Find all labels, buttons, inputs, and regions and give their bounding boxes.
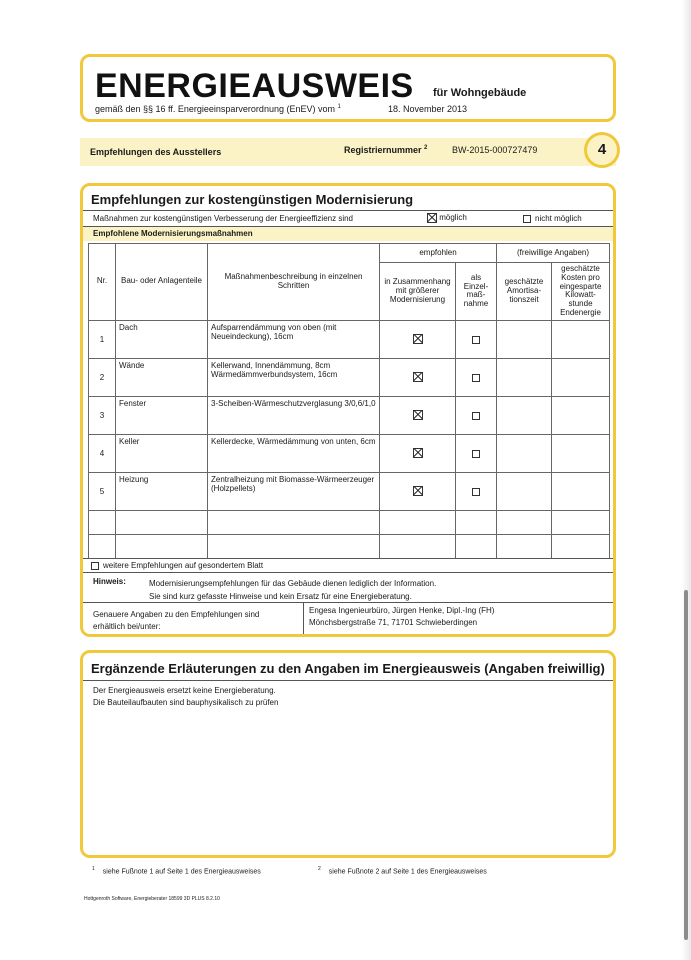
- notes-line-2: Die Bauteilaufbauten sind bauphysikalisch zu prüfen: [93, 698, 279, 707]
- payback-cell: [497, 358, 552, 396]
- row-nr: 5: [89, 472, 116, 510]
- legal-basis-text: gemäß den §§ 16 ff. Energieeinsparverordnung (EnEV) vom: [95, 104, 335, 114]
- contact-label-line-1: Genauere Angaben zu den Empfehlungen sind: [93, 610, 260, 619]
- row-component: Heizung: [116, 472, 208, 510]
- row-nr: 1: [89, 320, 116, 358]
- checkbox-icon[interactable]: [523, 215, 531, 223]
- checkbox-icon[interactable]: [472, 374, 480, 382]
- col-cost: geschätzte Kosten pro eingesparte Kilowatt-stunde Endenergie: [552, 263, 610, 321]
- table-row: [89, 396, 610, 434]
- single-cell: [456, 434, 497, 472]
- footnote-1: [92, 866, 261, 875]
- checked-box-icon[interactable]: [427, 213, 437, 223]
- footnote-2: [318, 866, 487, 875]
- option-possible[interactable]: [427, 213, 467, 223]
- checked-box-icon[interactable]: [413, 410, 423, 420]
- registration-label-text: Registriernummer: [344, 145, 422, 155]
- checkbox-icon[interactable]: [472, 336, 480, 344]
- hint-text: [149, 577, 436, 603]
- registration-footnote-marker: 2: [424, 145, 428, 151]
- row-component: Fenster: [116, 396, 208, 434]
- col-recommended: empfohlen: [380, 244, 497, 263]
- recommendations-title: Empfehlungen zur kostengünstigen Modernisierung: [91, 192, 414, 207]
- divider: [303, 602, 304, 634]
- more-sheet-option[interactable]: [91, 561, 263, 570]
- in-context-cell: [380, 472, 456, 510]
- single-cell: [456, 320, 497, 358]
- hint-label: Hinweis:: [93, 577, 126, 586]
- footnote-2-marker: 2: [318, 866, 321, 872]
- cost-cell: [552, 396, 610, 434]
- checkbox-icon[interactable]: [472, 488, 480, 496]
- divider: [83, 226, 613, 227]
- option-possible-label: möglich: [439, 213, 467, 223]
- empty-row: [89, 510, 610, 534]
- recommendations-section: [80, 183, 616, 637]
- row-description: Kellerwand, Innendämmung, 8cm Wärmedämmverbundsystem, 16cm: [208, 358, 380, 396]
- row-description: Zentralheizung mit Biomasse-Wärmeerzeuger (Holzpellets): [208, 472, 380, 510]
- payback-cell: [497, 320, 552, 358]
- checked-box-icon[interactable]: [413, 448, 423, 458]
- col-single: als Einzel-maß-nahme: [456, 263, 497, 321]
- registration-number: BW-2015-000727479: [452, 145, 538, 155]
- table-row: [89, 358, 610, 396]
- payback-cell: [497, 434, 552, 472]
- single-cell: [456, 396, 497, 434]
- col-description: Maßnahmenbeschreibung in einzelnen Schritten: [208, 244, 380, 321]
- legal-basis: [95, 104, 341, 114]
- row-nr: 2: [89, 358, 116, 396]
- table-row: [89, 320, 610, 358]
- in-context-cell: [380, 320, 456, 358]
- notes-line-1: Der Energieausweis ersetzt keine Energieberatung.: [93, 686, 276, 695]
- hint-line-1: Modernisierungsempfehlungen für das Gebäude dienen lediglich der Information.: [149, 579, 437, 588]
- notes-title: Ergänzende Erläuterungen zu den Angaben im Energieausweis (Angaben freiwillig): [91, 661, 605, 676]
- legal-date: 18. November 2013: [388, 104, 468, 114]
- legal-footnote-marker: 1: [337, 104, 341, 110]
- cost-cell: [552, 320, 610, 358]
- contact-label-line-2: erhältlich bei/unter:: [93, 622, 161, 631]
- measures-line: Maßnahmen zur kostengünstigen Verbesserung der Energieeffizienz sind: [93, 214, 354, 223]
- row-description: 3-Scheiben-Wärmeschutzverglasung 3/0,6/1,0: [208, 396, 380, 434]
- page-subtitle: für Wohngebäude: [433, 87, 527, 99]
- checked-box-icon[interactable]: [413, 334, 423, 344]
- col-in-context: in Zusammenhang mit größerer Modernisierung: [380, 263, 456, 321]
- more-sheet-label: weitere Empfehlungen auf gesondertem Blatt: [103, 561, 264, 570]
- footnote-1-marker: 1: [92, 866, 95, 872]
- divider: [83, 602, 613, 603]
- measures-table: [88, 243, 610, 559]
- issuer-band: [80, 138, 616, 166]
- checked-box-icon[interactable]: [413, 372, 423, 382]
- checkbox-icon[interactable]: [472, 412, 480, 420]
- checkbox-icon[interactable]: [91, 562, 99, 570]
- single-cell: [456, 358, 497, 396]
- row-description: Aufsparrendämmung von oben (mit Neueindeckung), 16cm: [208, 320, 380, 358]
- hint-line-2: Sie sind kurz gefasste Hinweise und kein Ersatz für eine Energieberatung.: [149, 592, 412, 601]
- contact-name: Engesa Ingenieurbüro, Jürgen Henke, Dipl.-Ing (FH): [309, 606, 495, 615]
- checkbox-icon[interactable]: [472, 450, 480, 458]
- option-not-possible-label: nicht möglich: [535, 214, 582, 223]
- contact-address: Mönchsbergstraße 71, 71701 Schwieberdingen: [309, 618, 478, 627]
- scrollbar[interactable]: [684, 590, 688, 940]
- col-nr: Nr.: [89, 244, 116, 321]
- col-payback: geschätzte Amortisa-tionszeit: [497, 263, 552, 321]
- in-context-cell: [380, 358, 456, 396]
- footnote-1-text: siehe Fußnote 1 auf Seite 1 des Energieausweises: [102, 868, 261, 876]
- registration-label: [344, 145, 427, 155]
- checked-box-icon[interactable]: [413, 486, 423, 496]
- row-nr: 3: [89, 396, 116, 434]
- col-component: Bau- oder Anlagenteile: [116, 244, 208, 321]
- cost-cell: [552, 472, 610, 510]
- divider: [83, 558, 613, 559]
- payback-cell: [497, 396, 552, 434]
- contact-label: [93, 609, 259, 633]
- band-label: Empfehlungen des Ausstellers: [90, 147, 222, 157]
- divider: [83, 210, 613, 211]
- row-component: Dach: [116, 320, 208, 358]
- row-description: Kellerdecke, Wärmedämmung von unten, 6cm: [208, 434, 380, 472]
- notes-section: [80, 650, 616, 858]
- payback-cell: [497, 472, 552, 510]
- footnote-2-text: siehe Fußnote 2 auf Seite 1 des Energieausweises: [328, 868, 487, 876]
- page-title: ENERGIEAUSWEIS: [95, 67, 414, 105]
- row-nr: 4: [89, 434, 116, 472]
- cost-cell: [552, 434, 610, 472]
- page-number-badge: 4: [584, 132, 620, 168]
- in-context-cell: [380, 434, 456, 472]
- table-row: [89, 434, 610, 472]
- option-not-possible[interactable]: [523, 214, 582, 223]
- table-row: [89, 472, 610, 510]
- software-credit: Hottgenroth Software, Energieberater 18599 3D PLUS 8.2.10: [84, 896, 220, 902]
- row-component: Wände: [116, 358, 208, 396]
- subheader: Empfohlene Modernisierungsmaßnahmen: [93, 229, 253, 238]
- single-cell: [456, 472, 497, 510]
- contact-info: [309, 605, 494, 629]
- divider: [83, 572, 613, 573]
- cost-cell: [552, 358, 610, 396]
- row-component: Keller: [116, 434, 208, 472]
- divider: [83, 680, 613, 681]
- empty-row: [89, 534, 610, 558]
- in-context-cell: [380, 396, 456, 434]
- col-optional: (freiwillige Angaben): [497, 244, 610, 263]
- document-header: [80, 54, 616, 122]
